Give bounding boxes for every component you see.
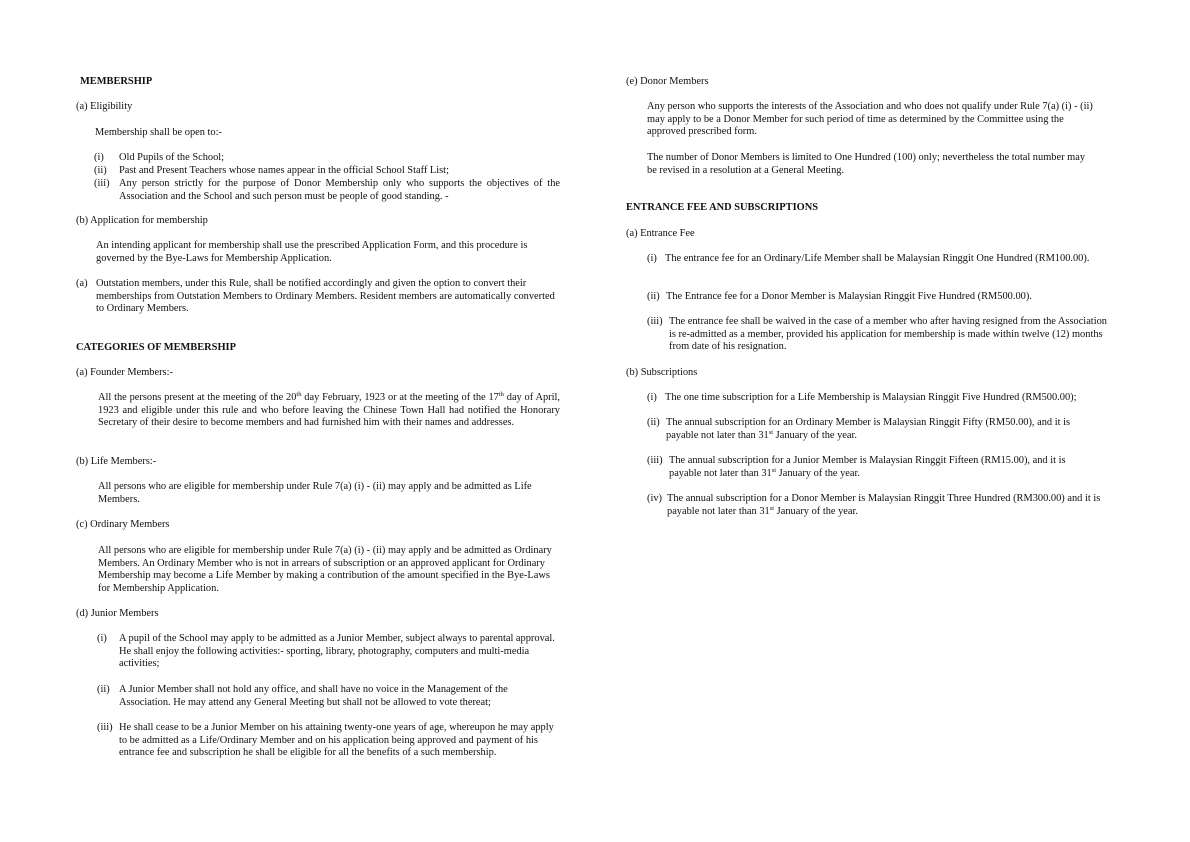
- fees-heading: ENTRANCE FEE AND SUBSCRIPTIONS: [626, 202, 818, 213]
- subscriptions-heading: (b) Subscriptions: [626, 367, 698, 378]
- life-heading: (b) Life Members:-: [76, 456, 157, 467]
- item-text: The annual subscription for a Junior Member is Malaysian Ringgit Fifteen (RM15.00), and it is payable not later than 31st January of the year.: [669, 455, 1066, 479]
- entrance-item-1: [647, 253, 1107, 281]
- item-number: (i): [647, 253, 657, 264]
- item-number: (iv): [647, 493, 663, 504]
- item-number: (i): [94, 152, 104, 163]
- item-number: (ii): [97, 684, 110, 695]
- item-number: (ii): [647, 291, 660, 302]
- application-heading: (b) Application for membership: [76, 215, 208, 226]
- entrance-item-2: [647, 291, 1107, 305]
- item-text: Any person strictly for the purpose of Donor Membership only who supports the objectives of the Association and the School and such person must be people of good standing. -: [119, 178, 560, 202]
- subscription-item-3: [647, 455, 1107, 483]
- life-text: All persons who are eligible for membership under Rule 7(a) (i) - (ii) may apply and be admitted as Life Members.: [98, 481, 532, 505]
- item-text: Old Pupils of the School;: [119, 152, 225, 163]
- subscription-item-4: [647, 493, 1117, 521]
- categories-heading: CATEGORIES OF MEMBERSHIP: [76, 342, 236, 353]
- subscription-item-1: [647, 392, 1117, 406]
- eligibility-item-3: [94, 178, 560, 206]
- item-text: The Entrance fee for a Donor Member is Malaysian Ringgit Five Hundred (RM500.00).: [666, 291, 1032, 302]
- item-number: (iii): [647, 316, 663, 327]
- item-number: (iii): [647, 455, 663, 466]
- founder-heading: (a) Founder Members:-: [76, 367, 173, 378]
- eligibility-item-1: [94, 152, 560, 166]
- item-text: A Junior Member shall not hold any office, and shall have no voice in the Management of the Association. He may attend any General Meeting but shall not be allowed to vote thereat;: [119, 684, 508, 708]
- item-number: (ii): [94, 165, 107, 176]
- item-number: (i): [97, 633, 107, 644]
- item-number: (iii): [97, 722, 113, 733]
- item-text: He shall cease to be a Junior Member on his attaining twenty-one years of age, whereupon he may apply to be admitted as a Life/Ordinary Member and on his application being approved and payment of his entrance fee and subscription he shall be eligible for all the benefits of a such membership.: [119, 722, 554, 759]
- donor-text-2: The number of Donor Members is limited to One Hundred (100) only; nevertheless the total number may be revised in a resolution at a General Meeting.: [647, 152, 1086, 176]
- entrance-fee-heading: (a) Entrance Fee: [626, 228, 695, 239]
- item-number: (i): [647, 392, 657, 403]
- item-number: (ii): [647, 417, 660, 428]
- subscription-item-2: [647, 417, 1107, 445]
- item-text: Past and Present Teachers whose names appear in the official School Staff List;: [119, 165, 449, 176]
- ordinary-text: All persons who are eligible for membership under Rule 7(a) (i) - (ii) may apply and be admitted as Ordinary Members. An Ordinary Member who is not in arrears of subscription or an approved applicant for Ordinary Membership may become a Life Member by making a contribution of the amount specified in the Bye-Laws for Membership Application.: [98, 545, 552, 594]
- eligibility-intro: Membership shall be open to:-: [95, 127, 222, 138]
- membership-heading: MEMBERSHIP: [80, 76, 153, 87]
- eligibility-heading: (a) Eligibility: [76, 101, 133, 112]
- item-text: The annual subscription for a Donor Member is Malaysian Ringgit Three Hundred (RM300.00) and it is payable not later than 31st January of the year.: [667, 493, 1101, 517]
- item-number: (iii): [94, 178, 110, 189]
- eligibility-item-2: [94, 165, 560, 179]
- clause-number: (a): [76, 278, 88, 289]
- ordinary-heading: (c) Ordinary Members: [76, 519, 170, 530]
- junior-heading: (d) Junior Members: [76, 608, 159, 619]
- junior-item-1: [97, 633, 560, 673]
- item-text: The annual subscription for an Ordinary Member is Malaysian Ringgit Fifty (RM50.00), and it is payable not later than 31st January of the year.: [666, 417, 1071, 441]
- clause-text: Outstation members, under this Rule, shall be notified accordingly and given the option to convert their memberships from Outstation Members to Ordinary Members. Resident members are automatically converted to Ordinary Members.: [96, 278, 555, 315]
- item-text: A pupil of the School may apply to be admitted as a Junior Member, subject always to parental approval. He shall enjoy the following activities:- sporting, library, photography, computers and multi-media activities;: [119, 633, 555, 670]
- entrance-item-3: [647, 316, 1107, 356]
- founder-text: All the persons present at the meeting of the 20th day February, 1923 or at the meeting of the 17th day of April, 1923 and eligible under this rule and who before leaving the Chinese Town Hall had notified the Honorary Secretary of their desire to become members and had furnished him with their names and addresses.: [98, 391, 560, 429]
- junior-item-2: [97, 684, 560, 712]
- donor-text-1: Any person who supports the interests of the Association and who does not qualify under Rule 7(a) (i) - (ii) may apply to be a Donor Member for such period of time as determined by the Committee using the approved prescribed form.: [647, 101, 1093, 138]
- item-text: The entrance fee for an Ordinary/Life Member shall be Malaysian Ringgit One Hundred (RM100.00).: [665, 253, 1090, 264]
- item-text: The one time subscription for a Life Membership is Malaysian Ringgit Five Hundred (RM500.00);: [665, 392, 1077, 403]
- junior-item-3: [97, 722, 560, 776]
- application-text: An intending applicant for membership shall use the prescribed Application Form, and this procedure is governed by the Bye-Laws for Membership Application.: [96, 240, 528, 264]
- donor-heading: (e) Donor Members: [626, 76, 709, 87]
- outstation-clause: [76, 278, 560, 318]
- item-text: The entrance fee shall be waived in the case of a member who after having resigned from the Association is re-admitted as a member, provided his application for membership is made within twelve (12) months from date of his resignation.: [669, 316, 1107, 353]
